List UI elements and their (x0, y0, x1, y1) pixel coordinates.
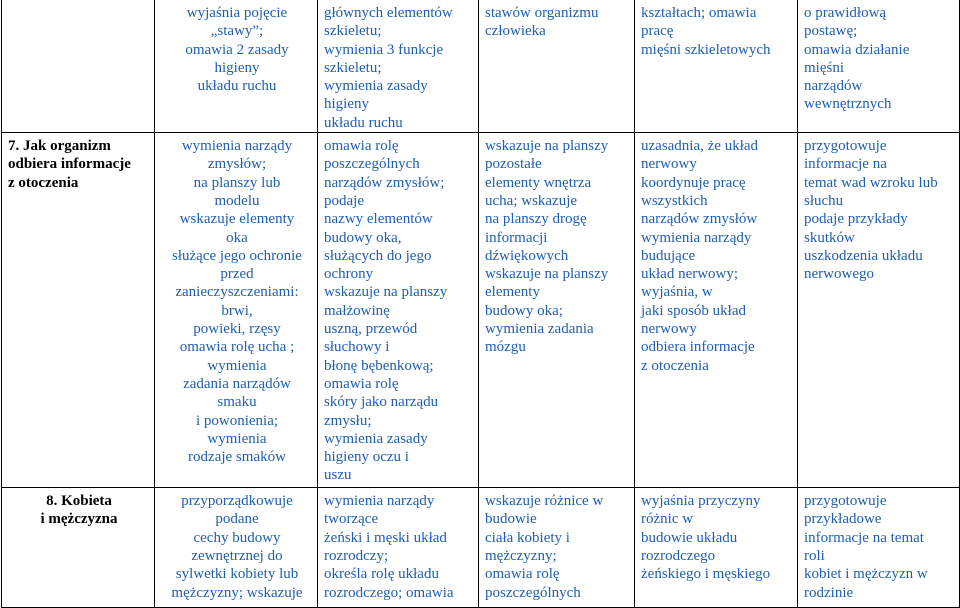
requirement-cell-level-1: przyporządkowuje podane cechy budowy zewnętrznej do sylwetki kobiety lub mężczyzny; wskazuje (155, 488, 318, 608)
requirement-cell-level-3: stawów organizmu człowieka (479, 0, 635, 133)
topic-cell: 8. Kobieta i mężczyzna (2, 488, 155, 608)
requirement-cell-level-5: przygotowuje przykładowe informacje na temat roli kobiet i mężczyzn w rodzinie (798, 488, 960, 608)
topic-cell (2, 0, 155, 133)
topic-cell: 7. Jak organizm odbiera informacje z otoczenia (2, 133, 155, 488)
requirement-cell-level-2: omawia rolę poszczególnych narządów zmysłów; podaje nazwy elementów budowy oka, służących do jego ochrony wskazuje na planszy małżowinę uszną, przewód słuchowy i błonę bębenkową; omawia rolę skóry jako narządu zmysłu; wymienia zasady higieny oczu i uszu (318, 133, 479, 488)
table-row (2, 133, 960, 488)
requirement-cell-level-3: wskazuje różnice w budowie ciała kobiety i mężczyzny; omawia rolę poszczególnych (479, 488, 635, 608)
requirement-cell-level-2: wymienia narządy tworzące żeński i męski układ rozrodczy; określa rolę układu rozrodczego; omawia (318, 488, 479, 608)
requirement-cell-level-4: wyjaśnia przyczyny różnic w budowie układu rozrodczego żeńskiego i męskiego (635, 488, 798, 608)
curriculum-table (1, 0, 960, 608)
requirement-cell-level-4: uzasadnia, że układ nerwowy koordynuje pracę wszystkich narządów zmysłów wymienia narządy budujące układ nerwowy; wyjaśnia, w jaki sposób układ nerwowy odbiera informacje z otoczenia (635, 133, 798, 488)
requirement-cell-level-3: wskazuje na planszy pozostałe elementy wnętrza ucha; wskazuje na planszy drogę informacji dźwiękowych wskazuje na planszy elementy budowy oka; wymienia zadania mózgu (479, 133, 635, 488)
requirement-cell-level-2: głównych elementów szkieletu; wymienia 3 funkcje szkieletu; wymienia zasady higieny układu ruchu (318, 0, 479, 133)
table-row (2, 0, 960, 133)
requirement-cell-level-1: wyjaśnia pojęcie „stawy”; omawia 2 zasady higieny układu ruchu (155, 0, 318, 133)
requirement-cell-level-4: kształtach; omawia pracę mięśni szkieletowych (635, 0, 798, 133)
requirement-cell-level-1: wymienia narządy zmysłów; na planszy lub modelu wskazuje elementy oka służące jego ochronie przed zanieczyszczeniami: brwi, powieki, rzęsy omawia rolę ucha ; wymienia zadania narządów smaku i powonienia; wymienia rodzaje smaków (155, 133, 318, 488)
table-row (2, 488, 960, 608)
requirement-cell-level-5: o prawidłową postawę; omawia działanie mięśni narządów wewnętrznych (798, 0, 960, 133)
requirement-cell-level-5: przygotowuje informacje na temat wad wzroku lub słuchu podaje przykłady skutków uszkodzenia układu nerwowego (798, 133, 960, 488)
